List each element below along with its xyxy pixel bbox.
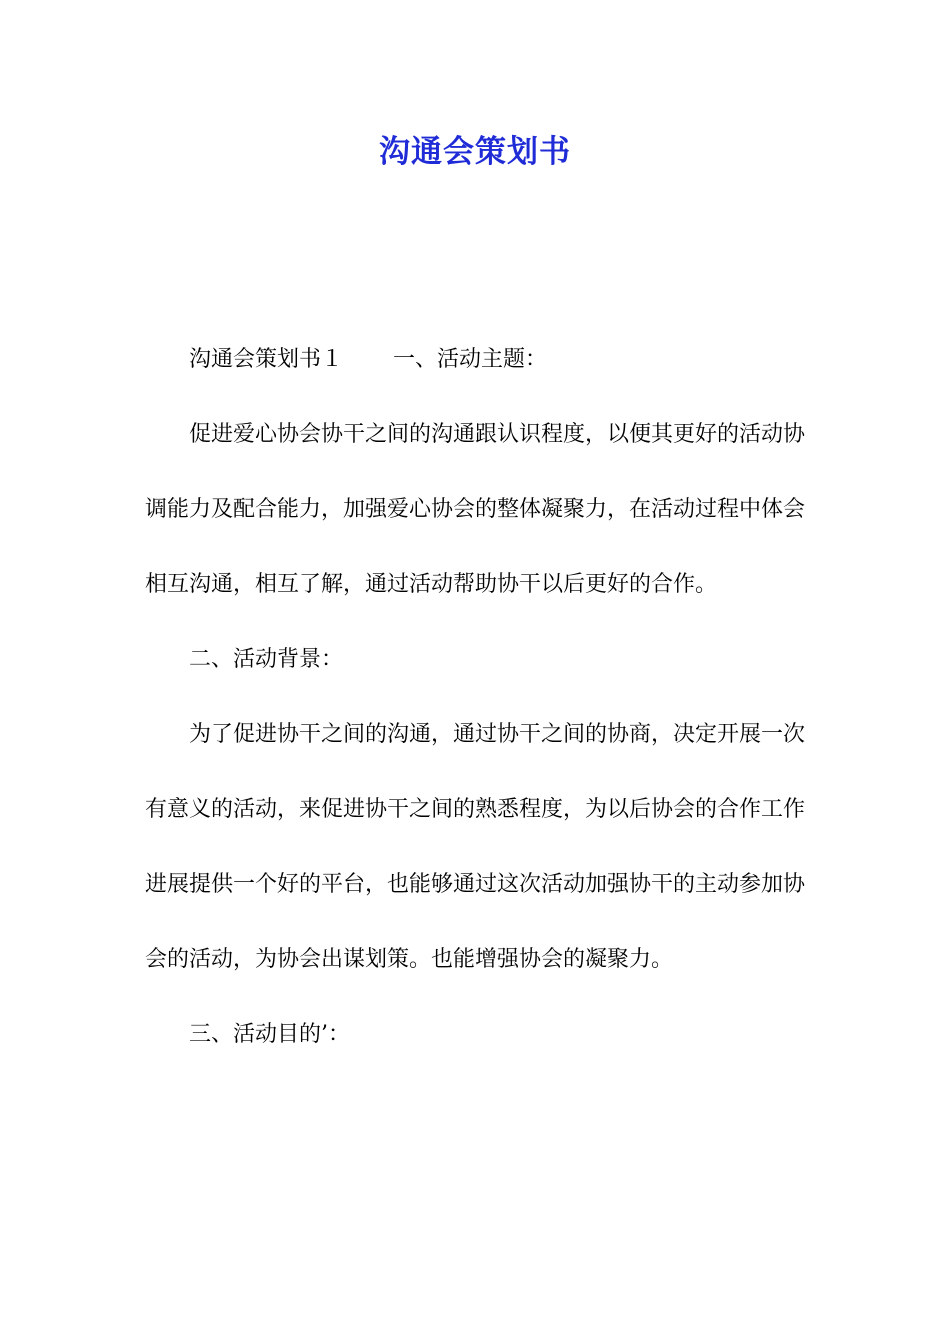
document-body xyxy=(145,322,805,1072)
section-1-heading: 一、活动主题： xyxy=(393,347,548,372)
section-2-paragraph: 为了促进协干之间的沟通，通过协干之间的协商，决定开展一次有意义的活动，来促进协干之间的熟悉程度，为以后协会的合作工作进展提供一个好的平台，也能够通过这次活动加强协干的主动参加协会的活动，为协会出谋划策。也能增强协会的凝聚力。 xyxy=(145,722,806,972)
section-2-heading: 二、活动背景： xyxy=(189,647,344,672)
section-3-heading: 三、活动目的’： xyxy=(189,1022,350,1047)
document-title: 沟通会策划书 xyxy=(379,134,571,170)
intro-heading-line xyxy=(145,322,805,397)
intro-title: 沟通会策划书１ xyxy=(189,347,344,372)
section-1-paragraph: 促进爱心协会协干之间的沟通跟认识程度，以便其更好的活动协调能力及配合能力，加强爱心协会的整体凝聚力，在活动过程中体会相互沟通，相互了解，通过活动帮助协干以后更好的合作。 xyxy=(145,422,806,597)
